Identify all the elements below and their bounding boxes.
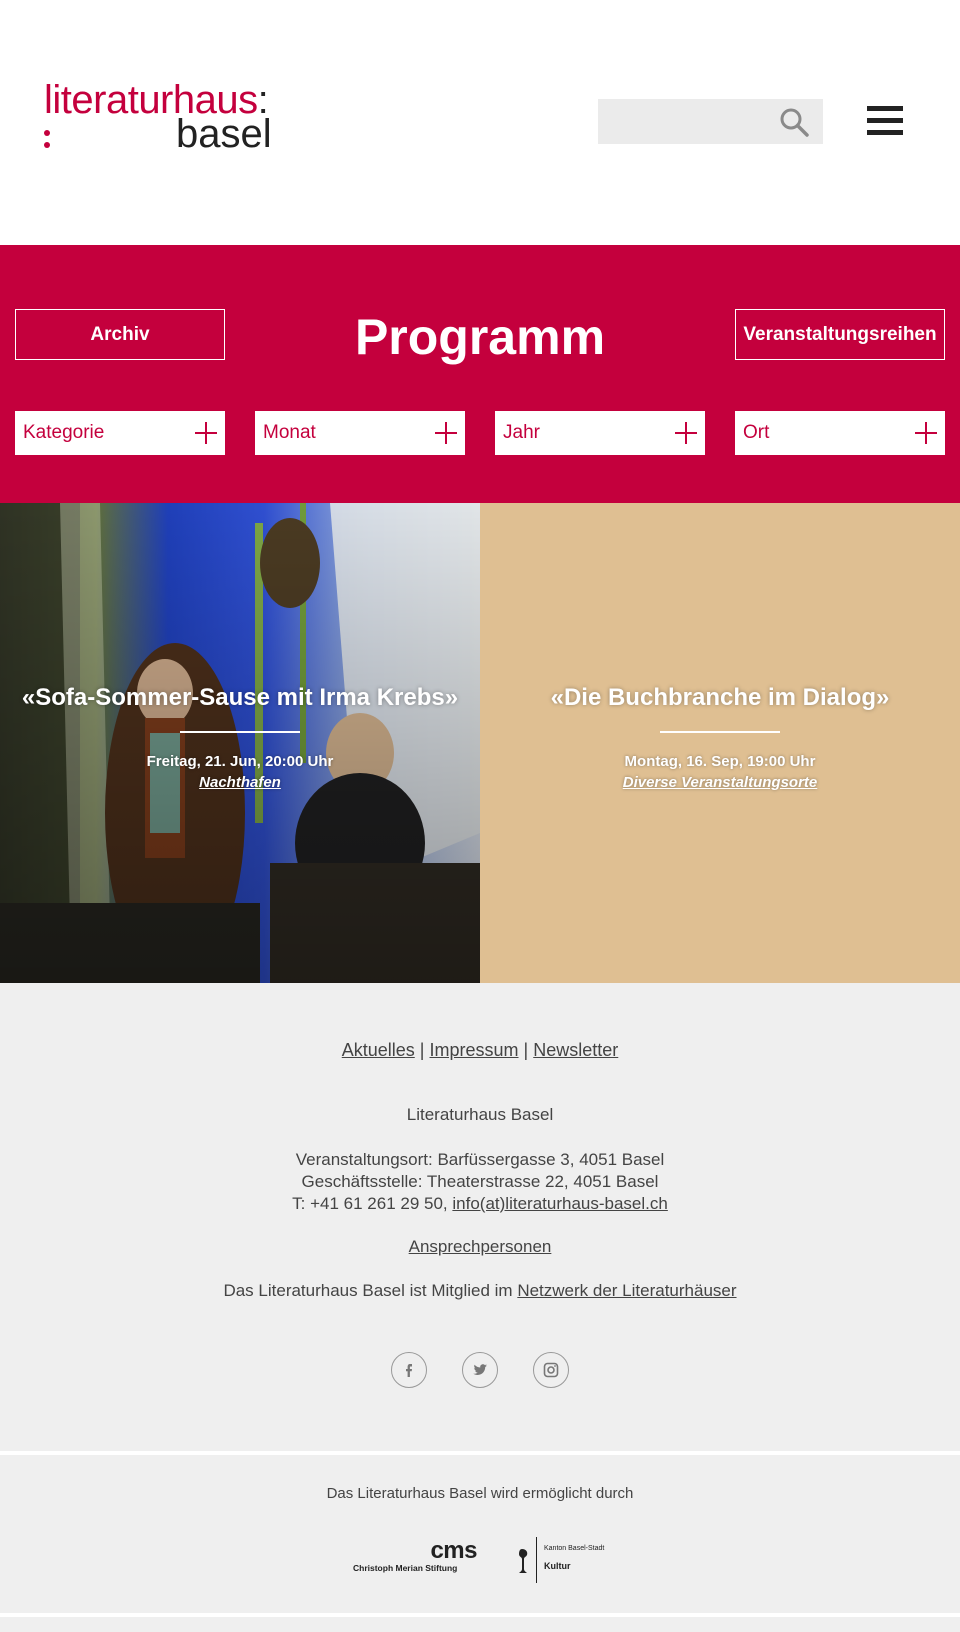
instagram-icon[interactable]	[533, 1352, 569, 1388]
basel-staff-icon	[514, 1547, 534, 1577]
event-card[interactable]	[0, 503, 480, 983]
address-block	[0, 1149, 960, 1215]
footer-link-newsletter[interactable]: Newsletter	[533, 1040, 619, 1060]
hamburger-menu-icon[interactable]	[867, 106, 903, 136]
facebook-icon[interactable]	[391, 1352, 427, 1388]
separator: |	[523, 1040, 529, 1060]
membership-text: Das Literaturhaus Basel ist Mitglied im	[223, 1281, 513, 1300]
event-info	[0, 683, 480, 793]
logo-line-1: literaturhaus:	[44, 78, 269, 122]
cms-logo[interactable]: cms Christoph Merian Stiftung	[353, 1537, 477, 1573]
separator: |	[419, 1040, 425, 1060]
site-header	[0, 0, 960, 245]
archive-button[interactable]: Archiv	[15, 309, 225, 360]
event-title[interactable]: «Sofa-Sommer-Sause mit Irma Krebs»	[21, 684, 459, 711]
event-grid	[0, 503, 960, 983]
filter-label: Kategorie	[23, 422, 105, 443]
twitter-icon[interactable]	[462, 1352, 498, 1388]
filter-label: Monat	[263, 422, 316, 443]
footer-link-impressum[interactable]: Impressum	[429, 1040, 519, 1060]
logo-line-2: basel	[176, 112, 272, 156]
bottom-strip	[0, 1617, 960, 1632]
search-input[interactable]	[598, 99, 768, 144]
membership-line	[0, 1281, 960, 1301]
contact-line	[0, 1193, 960, 1215]
logo-colon-dots	[44, 126, 50, 148]
org-name: Literaturhaus Basel	[406, 1105, 554, 1124]
footer-link-aktuelles[interactable]: Aktuelles	[341, 1040, 415, 1060]
event-series-button[interactable]: Veranstaltungsreihen	[735, 309, 945, 360]
event-date: Freitag, 21. Jun, 20:00 Uhr	[146, 753, 334, 770]
plus-icon	[675, 422, 697, 444]
event-date: Montag, 16. Sep, 19:00 Uhr	[624, 753, 816, 770]
sponsors-text: Das Literaturhaus Basel wird ermöglicht durch	[326, 1485, 634, 1502]
event-location-link[interactable]: Nachthafen	[199, 774, 281, 791]
page-title: Programm	[354, 309, 606, 365]
divider	[180, 731, 300, 733]
contacts-link[interactable]: Ansprechpersonen	[408, 1237, 552, 1256]
filter-label: Jahr	[503, 422, 540, 443]
programm-section	[0, 245, 960, 503]
plus-icon	[915, 422, 937, 444]
search-box	[598, 99, 823, 144]
sponsors-section	[0, 1455, 960, 1615]
phone: T: +41 61 261 29 50,	[292, 1194, 448, 1213]
site-logo[interactable]	[44, 78, 274, 156]
event-info	[480, 683, 960, 793]
plus-icon	[435, 422, 457, 444]
network-link[interactable]: Netzwerk der Literaturhäuser	[517, 1281, 737, 1300]
site-footer	[0, 983, 960, 1453]
event-card[interactable]	[480, 503, 960, 983]
search-icon[interactable]	[779, 107, 809, 137]
filter-label: Ort	[743, 422, 770, 443]
office-address: Geschäftsstelle: Theaterstrasse 22, 4051 Basel	[301, 1172, 659, 1191]
filter-monat[interactable]	[255, 411, 465, 455]
filter-ort[interactable]	[735, 411, 945, 455]
basel-kultur-logo[interactable]: Kanton Basel-Stadt Kultur	[512, 1537, 612, 1583]
event-title[interactable]: «Die Buchbranche im Dialog»	[550, 684, 890, 711]
footer-nav	[0, 1040, 960, 1061]
contacts-line	[0, 1237, 960, 1257]
plus-icon	[195, 422, 217, 444]
venue-address: Veranstaltungsort: Barfüssergasse 3, 4051 Basel	[295, 1150, 665, 1169]
filter-jahr[interactable]	[495, 411, 705, 455]
event-location-link[interactable]: Diverse Veranstaltungsorte	[622, 774, 818, 791]
divider	[660, 731, 780, 733]
filter-kategorie[interactable]	[15, 411, 225, 455]
email-link[interactable]: info(at)literaturhaus-basel.ch	[452, 1194, 668, 1213]
